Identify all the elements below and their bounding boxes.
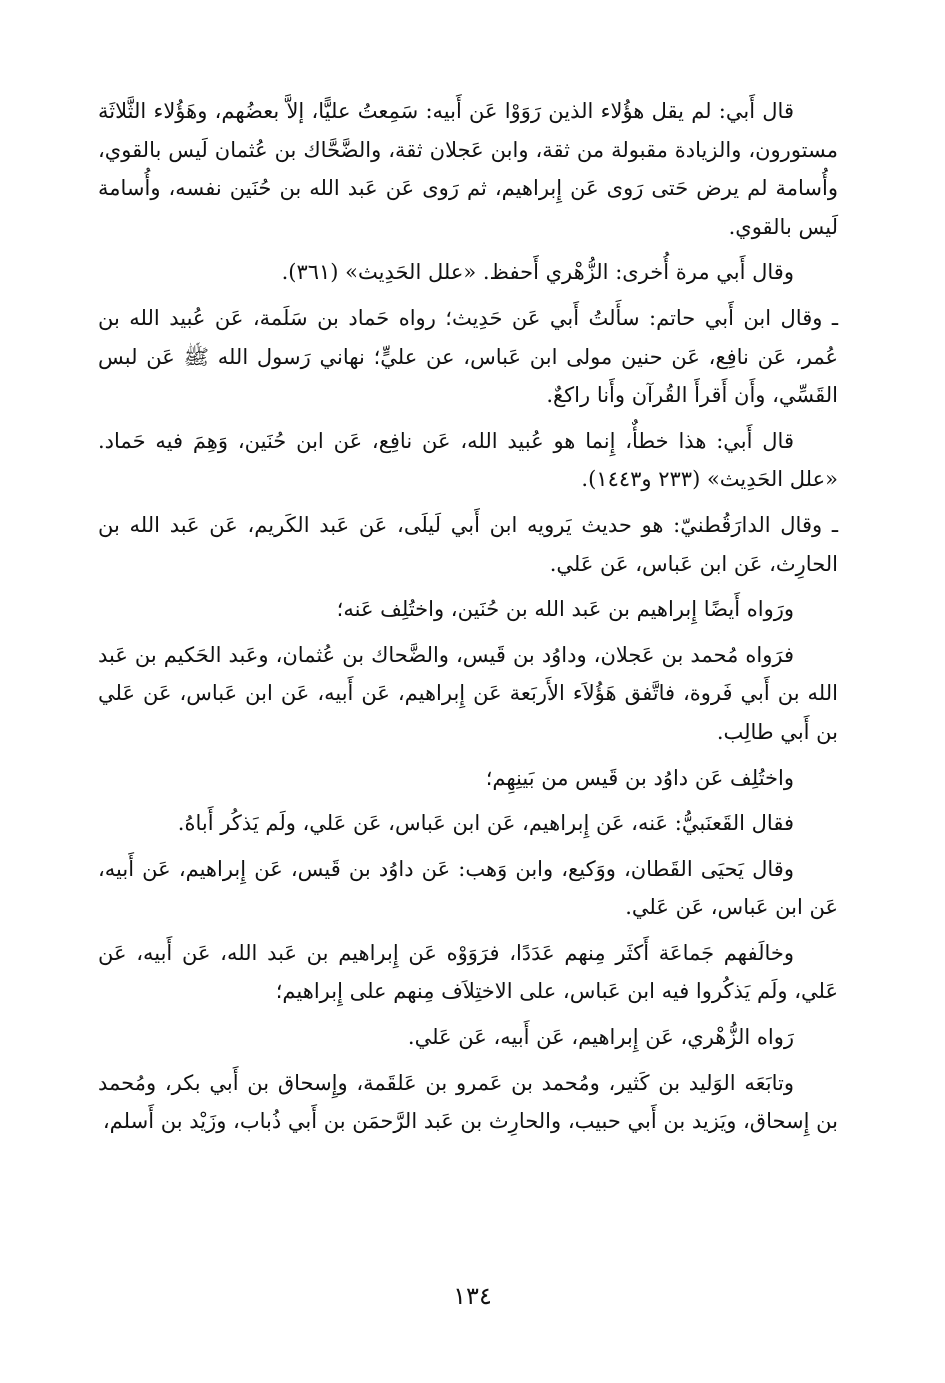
paragraph-5: ـ وقال الدارَقُطنيّ: هو حديث يَرويه ابن أَبي لَيلَى، عَن عَبد الكَريم، عَن عَبد الله بن الحارِث، عَن ابن عَباس، عَن عَلي.: [98, 512, 838, 576]
paragraph-13: وتابَعَه الوَليد بن كَثير، ومُحمد بن عَمرو بن عَلقَمة، وإِسحاق بن أَبي بكر، ومُحمد بن إِسحاق، ويَزيد بن أَبي حبيب، والحارِث بن عَبد الرَّحمَن بن أَبي ذُباب، وزَيْد بن أَسلم،: [98, 1070, 838, 1134]
paragraph-7: فرَواه مُحمد بن عَجلان، وداوُد بن قَيس، والضَّحاك بن عُثمان، وعَبد الحَكيم بن عَبد الله بن أَبي فَروة، فاتَّفق هَؤُلاَء الأَربَعة عَن إِبراهيم، عَن أَبيه، عَن ابن عَباس، عَن عَلي بن أَبي طالِب.: [98, 642, 838, 744]
paragraph-8: واختُلِف عَن داوُد بن قَيس من بَينِهِم؛: [485, 765, 794, 790]
paragraph-6: ورَواه أَيضًا إِبراهيم بن عَبد الله بن حُنَين، واختُلِف عَنه؛: [336, 597, 794, 622]
page-number: ١٣٤: [453, 1282, 492, 1310]
paragraph-4: قال أَبي: هذا خطأٌ، إِنما هو عُبيد الله، عَن نافِع، عَن ابن حُنَين، وَهِمَ فيه حَماد. «علل الحَدِيث» (٢٣٣ و١٤٤٣).: [98, 428, 838, 492]
paragraph-1: قال أَبي: لم يقل هؤُلاء الذين رَوَوْا عَن أَبيه: سَمِعتُ عليًّا، إلاَّ بعضُهم، وهَؤُلاء الثَّلاثَة مستورون، والزيادة مقبولة من ثقة، وابن عَجلان ثقة، والضَّحَّاك بن عُثمان لَيس بالقوي، وأُسامة لم يرض حَتى رَوى عَن إِبراهيم، ثم رَوى عَن عَبد الله بن حُنَين نفسه، وأُسامة لَيس بالقوي.: [98, 99, 838, 239]
paragraph-9: فقال القَعنَبيُّ: عَنه، عَن إِبراهيم، عَن ابن عَباس، عَن عَلي، ولَم يَذكُر أَباهُ.: [177, 811, 794, 836]
paragraph-10: وقال يَحيَى القَطان، ووَكيع، وابن وَهب: عَن داوُد بن قَيس، عَن إِبراهيم، عَن أَبيه، عَن ابن عَباس، عَن عَلي.: [98, 856, 838, 920]
paragraph-3: ـ وقال ابن أَبي حاتم: سأَلتُ أَبي عَن حَدِيث؛ رواه حَماد بن سَلَمة، عَن عُبيد الله بن عُمر، عَن نافِع، عَن حنين مولى ابن عَباس، عن عليٍّ؛ نهاني رَسول الله ﷺ عَن لبس القَسِّي، وأَن أَقرأَ القُرآن وأَنا راكعٌ.: [98, 305, 838, 408]
body-text: [98, 92, 838, 1148]
paragraph-2: وقال أَبي مرة أُخرى: الزُّهْري أَحفظ. «علل الحَدِيث» (٣٦١).: [281, 260, 794, 285]
paragraph-11: وخالَفهم جَماعَة أَكثَر مِنهم عَدَدًا، فرَوَوْه عَن إِبراهيم بن عَبد الله، عَن أَبيه، عَن عَلي، ولَم يَذكُروا فيه ابن عَباس، على الاختِلاَف مِنهم على إِبراهيم؛: [98, 940, 838, 1004]
paragraph-12: رَواه الزُّهْري، عَن إِبراهيم، عَن أَبيه، عَن عَلي.: [407, 1025, 794, 1050]
